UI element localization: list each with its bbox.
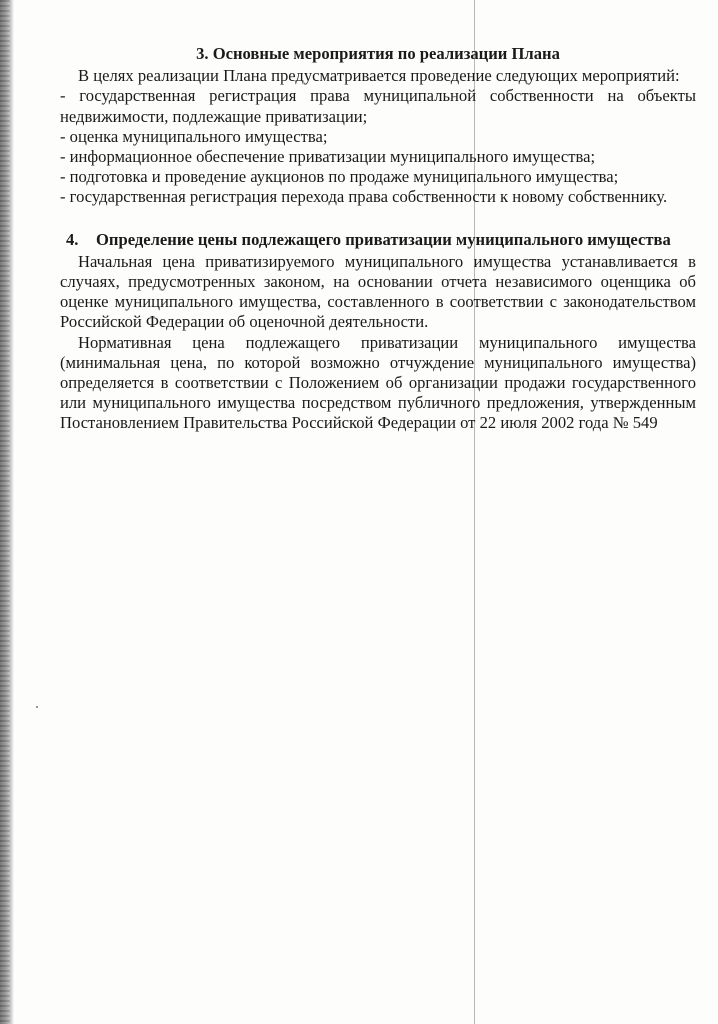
section-spacer xyxy=(60,208,696,230)
section-3-heading: 3. Основные мероприятия по реализации Плана xyxy=(196,44,560,63)
section-3-item: - государственная регистрация перехода права собственности к новому собственнику. xyxy=(60,187,668,207)
section-3-item: - информационное обеспечение приватизации муниципального имущества; xyxy=(60,147,596,167)
section-3-item: - государственная регистрация права муниципальной собственности на объекты недвижимости, подлежащие приватизации; xyxy=(60,86,696,126)
section-4-paragraph: Нормативная цена подлежащего приватизации муниципального имущества (минимальная цена, по которой возможно отчуждение муниципального имущества) определяется в соответствии с Положением об организации продажи государственного или муниципального имущества посредством публичного предложения, утвержденным Постановлением Правительства Российской Федерации от 22 июля 2002 года № 549 xyxy=(60,332,696,433)
scan-speck xyxy=(36,706,38,708)
section-3-item: - оценка муниципального имущества; xyxy=(60,126,328,146)
section-3-intro: В целях реализации Плана предусматривается проведение следующих мероприятий: xyxy=(78,66,680,86)
section-4-title: Определение цены подлежащего приватизации муниципального имущества xyxy=(96,229,671,249)
scan-edge-texture xyxy=(0,0,10,1024)
section-4-heading xyxy=(60,230,696,250)
section-4-paragraph: Начальная цена приватизируемого муниципального имущества устанавливается в случаях, предусмотренных законом, на основании отчета независимого оценщика об оценке муниципального имущества, составленного в соответствии с законодательством Российской Федерации об оценочной деятельности. xyxy=(60,251,696,332)
section-3-item: - подготовка и проведение аукционов по продаже муниципального имущества; xyxy=(60,167,619,187)
document-body xyxy=(60,44,696,434)
section-4-number: 4. xyxy=(66,229,79,249)
